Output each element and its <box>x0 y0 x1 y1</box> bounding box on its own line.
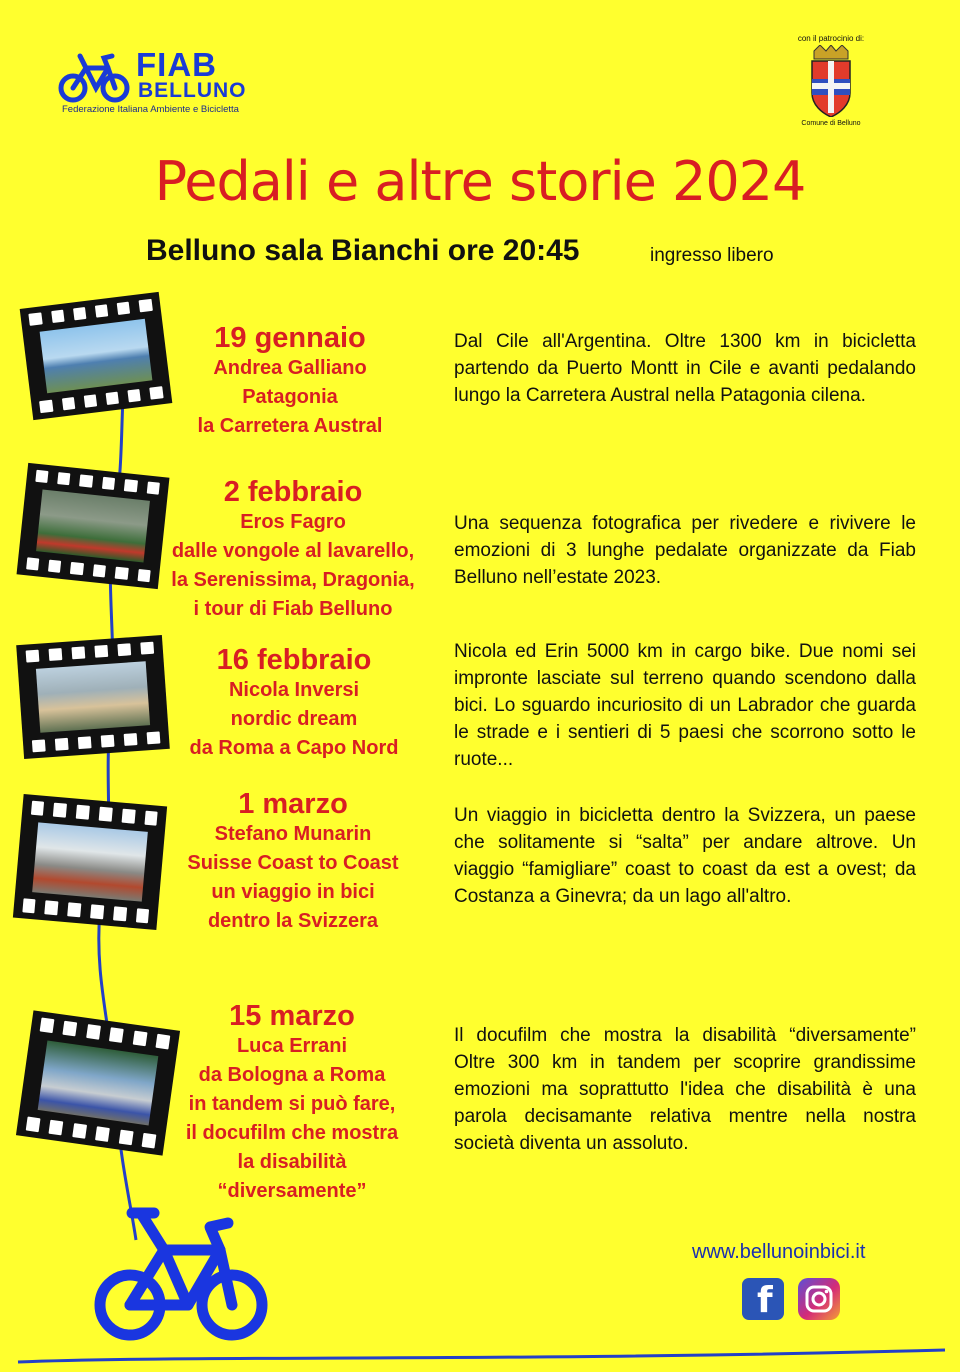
coat-of-arms-icon <box>806 45 856 117</box>
event-5 <box>166 1000 418 1206</box>
patronage-entity: Comune di Belluno <box>801 120 861 127</box>
event-line: Nicola Inversi <box>228 679 360 701</box>
event-line: un viaggio in bici <box>211 881 375 903</box>
event-1-description: Dal Cile all'Argentina. Oltre 1300 km in bicicletta partendo da Puerto Montt in Cile e avanti pedalando lungo la Carretera Austral nella Patagonia cilena. <box>454 331 916 406</box>
website-link[interactable]: www.bellunoinbici.it <box>692 1241 866 1263</box>
federation-name: Federazione Italiana Ambiente e Bicicletta <box>62 104 239 115</box>
event-2-description: Una sequenza fotografica per rivedere e rivivere le emozioni di 3 lunghe pedalate organizzate da Fiab Belluno nell’estate 2023. <box>454 513 916 588</box>
film-photo-5 <box>16 1010 180 1155</box>
event-date: 16 febbraio <box>216 644 372 676</box>
logo-city: BELLUNO <box>138 79 247 102</box>
patronage-label: con il patrocinio di: <box>797 34 865 43</box>
logo-name: FIAB <box>136 46 217 83</box>
event-line: in tandem si può fare, <box>188 1093 396 1115</box>
event-line: la Carretera Austral <box>197 415 383 437</box>
event-4 <box>164 788 422 936</box>
event-line: Andrea Galliano <box>213 357 367 379</box>
event-line: il docufilm che mostra <box>185 1122 399 1144</box>
event-date: 1 marzo <box>238 788 348 820</box>
event-3-description: Nicola ed Erin 5000 km in cargo bike. Due nomi sei impronte lasciate sul terreno quando scendono dalla bici. Lo sguardo incuriosito di un Labrador che guarda le strade e i sentieri di 5 paesi che scorrono sotto le ruote... <box>454 641 916 770</box>
instagram-glyph <box>798 1278 840 1320</box>
event-line: dalle vongole al lavarello, <box>171 540 415 562</box>
event-2 <box>156 476 430 624</box>
film-photo-1 <box>20 292 173 420</box>
event-line: la Serenissima, Dragonia, <box>171 569 415 591</box>
event-4-description: Un viaggio in bicicletta dentro la Svizzera, un paese che solitamente si “salta” per andare altrove. Un viaggio “famigliare” coast to coast da est a ovest; da Costanza a Ginevra; da un lago all'altro. <box>454 805 916 907</box>
event-line: Stefano Munarin <box>214 823 372 845</box>
event-date: 19 gennaio <box>214 322 366 354</box>
event-1 <box>160 322 420 441</box>
event-line: la disabilità <box>237 1151 347 1173</box>
venue-time: Belluno sala Bianchi ore 20:45 <box>146 234 580 267</box>
event-date: 15 marzo <box>229 1000 355 1032</box>
event-line: i tour di Fiab Belluno <box>193 598 393 620</box>
event-line: da Roma a Capo Nord <box>189 737 399 759</box>
event-line: Patagonia <box>242 386 338 408</box>
event-line: Luca Errani <box>236 1035 348 1057</box>
entry-note: ingresso libero <box>650 245 774 266</box>
patronage <box>786 34 876 134</box>
event-line: dentro la Svizzera <box>207 910 379 932</box>
page-title: Pedali e altre storie 2024 <box>154 150 806 213</box>
event-line: “diversamente” <box>217 1180 367 1202</box>
event-3 <box>164 644 424 763</box>
film-photo-4 <box>13 794 167 930</box>
bicycle-illustration <box>92 1205 272 1345</box>
fiab-logo <box>58 48 258 118</box>
instagram-icon[interactable] <box>798 1278 840 1320</box>
event-date: 2 febbraio <box>223 476 363 508</box>
event-line: da Bologna a Roma <box>198 1064 386 1086</box>
event-5-description: Il docufilm che mostra la disabilità “diversamente” Oltre 300 km in tandem per scoprire grandissime emozioni ma soprattutto l'idea che disabilità è una parola decisamante relativa mentre nella nostra società diventa un assoluto. <box>454 1025 916 1154</box>
film-photo-2 <box>17 463 170 589</box>
facebook-icon[interactable]: f <box>742 1278 784 1320</box>
bicycle-logo-icon <box>58 52 130 104</box>
film-photo-3 <box>16 635 170 759</box>
event-line: Eros Fagro <box>240 511 346 533</box>
event-line: nordic dream <box>230 708 358 730</box>
event-line: Suisse Coast to Coast <box>187 852 399 874</box>
